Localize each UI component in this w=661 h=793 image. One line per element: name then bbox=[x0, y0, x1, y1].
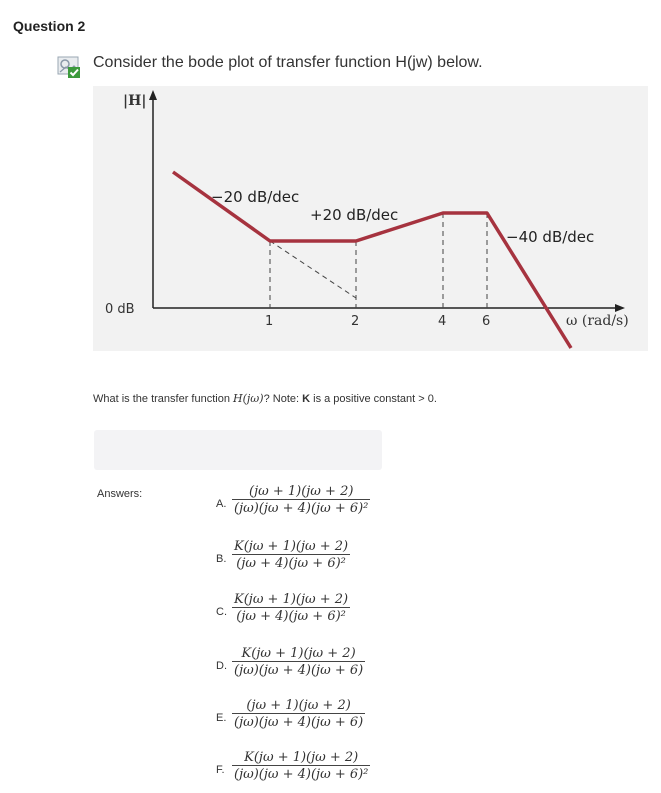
option-letter: D. bbox=[216, 660, 227, 672]
question-text: Consider the bode plot of transfer function H(jw) below. bbox=[93, 54, 483, 71]
denominator: (jω + 4)(jω + 6)² bbox=[232, 607, 350, 624]
zero-db-label: 0 dB bbox=[105, 302, 135, 317]
option-letter: B. bbox=[216, 553, 227, 565]
option-fraction bbox=[232, 484, 370, 516]
bode-plot-svg bbox=[93, 86, 648, 351]
slope-annotation: +20 dB/dec bbox=[310, 206, 399, 224]
option-fraction bbox=[232, 646, 365, 678]
x-axis-arrow bbox=[615, 304, 625, 312]
question-prompt: What is the transfer function H(jω)? Note: K is a positive constant > 0. bbox=[93, 392, 437, 405]
option-fraction bbox=[232, 750, 370, 782]
x-tick-label: 6 bbox=[482, 314, 491, 329]
option-letter: E. bbox=[216, 712, 227, 724]
numerator: K(jω + 1)(jω + 2) bbox=[234, 592, 349, 607]
answers-label: Answers: bbox=[97, 488, 143, 500]
checked-image-icon bbox=[57, 55, 81, 79]
denominator: (jω)(jω + 4)(jω + 6) bbox=[234, 663, 364, 678]
x-tick-label: 4 bbox=[438, 314, 447, 329]
y-axis-label: |H| bbox=[123, 93, 147, 109]
option-fraction bbox=[232, 698, 365, 730]
numerator: K(jω + 1)(jω + 2) bbox=[234, 539, 349, 554]
x-tick-label: 2 bbox=[351, 314, 360, 329]
denominator: (jω + 4)(jω + 6)² bbox=[232, 554, 350, 571]
blurred-region bbox=[94, 430, 382, 470]
x-axis-label: ω (rad/s) bbox=[566, 313, 629, 329]
slope-annotation: −40 dB/dec bbox=[506, 228, 595, 246]
numerator: (jω + 1)(jω + 2) bbox=[246, 698, 351, 713]
denominator: (jω)(jω + 4)(jω + 6) bbox=[234, 715, 364, 730]
option-fraction bbox=[232, 539, 350, 571]
x-tick-label: 1 bbox=[265, 314, 274, 329]
option-letter: F. bbox=[216, 764, 225, 776]
option-letter: C. bbox=[216, 606, 227, 618]
option-letter: A. bbox=[216, 498, 227, 510]
numerator: K(jω + 1)(jω + 2) bbox=[241, 646, 356, 661]
bode-plot bbox=[93, 86, 648, 351]
slope-annotation: −20 dB/dec bbox=[211, 188, 300, 206]
numerator: K(jω + 1)(jω + 2) bbox=[244, 750, 359, 765]
numerator: (jω + 1)(jω + 2) bbox=[249, 484, 354, 499]
option-fraction bbox=[232, 592, 350, 624]
denominator: (jω)(jω + 4)(jω + 6)² bbox=[234, 501, 369, 516]
y-axis-arrow bbox=[149, 90, 157, 100]
denominator: (jω)(jω + 4)(jω + 6)² bbox=[234, 767, 369, 782]
question-title: Question 2 bbox=[13, 18, 86, 34]
guide-lines bbox=[270, 213, 487, 308]
